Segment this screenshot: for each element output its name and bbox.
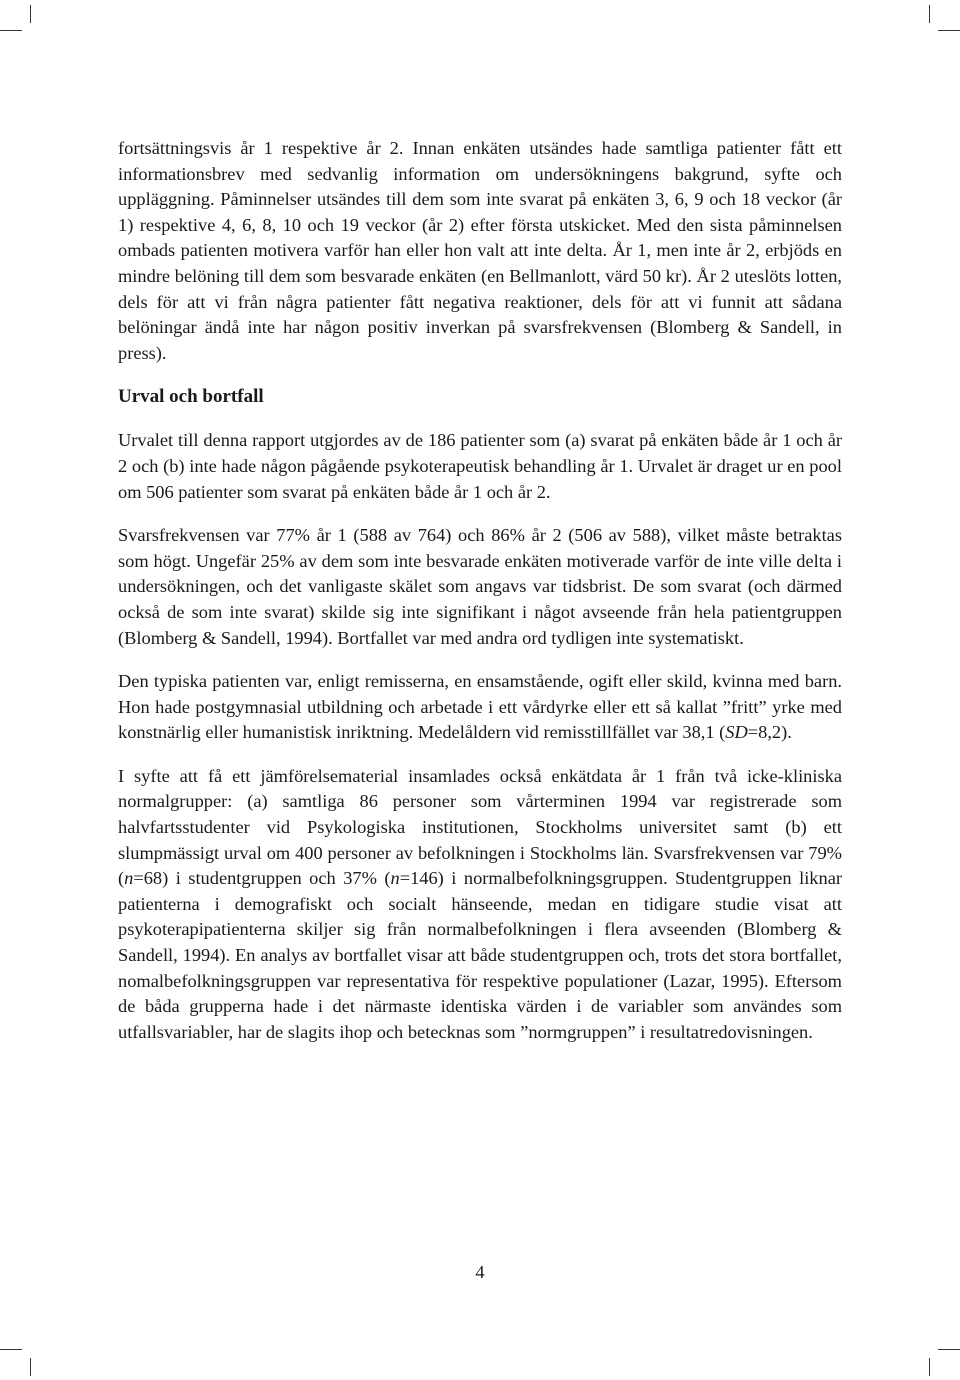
text-segment: =8,2).: [747, 722, 792, 743]
text-segment: I syfte att få ett jämförelsematerial insamlades också enkätdata år 1 från två icke-kliniska normalgrupper: (a) samtliga 86 personer som vårterminen 1994 var registrerade som halvfartsstudenter vid Psykologiska institutionen, Stockholms universitet samt (b) ett slumpmässigt urval om 400 personer av befolkningen i Stockholms län. Svarsfrekvensen var 79% (: [118, 765, 842, 889]
italic-n: n: [124, 868, 134, 889]
italic-sd: SD: [725, 722, 748, 743]
text-segment: =146) i normalbefolkningsgruppen. Studentgruppen liknar patienterna i demografiskt och socialt hänseende, medan en tidigare studie visat att psykoterapipatienterna skiljer sig från normalbefolkningen i flera avseenden (Blomberg & Sandell, 1994). En analys av bortfallet visar att både studentgruppen och, trots det stora bortfallet, nomalbefolkningsgruppen var representativa för respektive populationer (Lazar, 1995). Eftersom de båda grupperna hade i det närmaste identiska värden i de variabler som användes som utfallsvariabler, har de slagits ihop och betecknas som ”normgruppen” i resultatredovisningen.: [118, 868, 842, 1042]
page-number: 4: [475, 1262, 485, 1282]
paragraph-typical-patient: [118, 669, 842, 746]
italic-n: n: [390, 868, 400, 889]
paragraph-norm-groups: [118, 764, 842, 1046]
crop-mark-bottom-left-v: [30, 1358, 31, 1376]
crop-mark-top-left-v: [30, 5, 31, 23]
paragraph-response-rate: Svarsfrekvensen var 77% år 1 (588 av 764) och 86% år 2 (506 av 588), vilket måste betraktas som högt. Ungefär 25% av dem som inte besvarade enkäten motiverade varför de inte ville delta i undersökningen, och det vanligaste skälet som angavs var tidsbrist. De som svarat (och därmed också de som inte svarat) skilde sig inte signifikant i något avseende från hela patientgruppen (Blomberg & Sandell, 1994). Bortfallet var med andra ord tydligen inte systematiskt.: [118, 525, 842, 648]
paragraph-sample: Urvalet till denna rapport utgjordes av de 186 patienter som (a) svarat på enkäten både år 1 och år 2 och (b) inte hade någon pågående psykoterapeutisk behandling år 1. Urvalet är draget ur en pool om 506 patienter som svarat på enkäten både år 1 och år 2.: [118, 430, 842, 502]
text-segment: =68) i studentgruppen och 37% (: [133, 868, 391, 889]
crop-mark-top-right-h: [938, 30, 960, 31]
crop-mark-top-right-v: [929, 5, 930, 23]
section-heading: Urval och bortfall: [118, 386, 264, 408]
paragraph-method-reminders: fortsättningsvis år 1 respektive år 2. Innan enkäten utsändes hade samtliga patienter fått ett informationsbrev med sedvanlig information om undersökningens bakgrund, syfte och uppläggning. Påminnelser utsändes till dem som inte svarat på enkäten 3, 6, 9 och 18 veckor (år 1) respektive 4, 6, 8, 10 och 19 veckor (år 2) efter första utskicket. Med den sista påminnelsen ombads patienten motivera varför han eller hon valt att inte delta. År 1, men inte år 2, erbjöds en mindre belöning till dem som besvarade enkäten (en Bellmanlott, värd 50 kr). År 2 uteslöts lotten, dels för att vi från några patienter fått negativa reaktioner, dels för att vi funnit att sådana belöningar ändå inte har någon positiv inverkan på svarsfrekvensen (Blomberg & Sandell, in press).: [118, 138, 842, 363]
crop-mark-bottom-left-h: [0, 1349, 22, 1350]
crop-mark-top-left-h: [0, 30, 22, 31]
crop-mark-bottom-right-h: [938, 1349, 960, 1350]
page-body: [118, 136, 842, 1063]
text-segment: Den typiska patienten var, enligt remisserna, en ensamstående, ogift eller skild, kvinna med barn. Hon hade postgymnasial utbildning och arbetade i ett vårdyrke eller ett så kallat ”fritt” yrke med konstnärlig eller humanistisk inriktning. Medelåldern vid remisstillfället var 38,1 (: [118, 671, 842, 743]
crop-mark-bottom-right-v: [929, 1358, 930, 1376]
